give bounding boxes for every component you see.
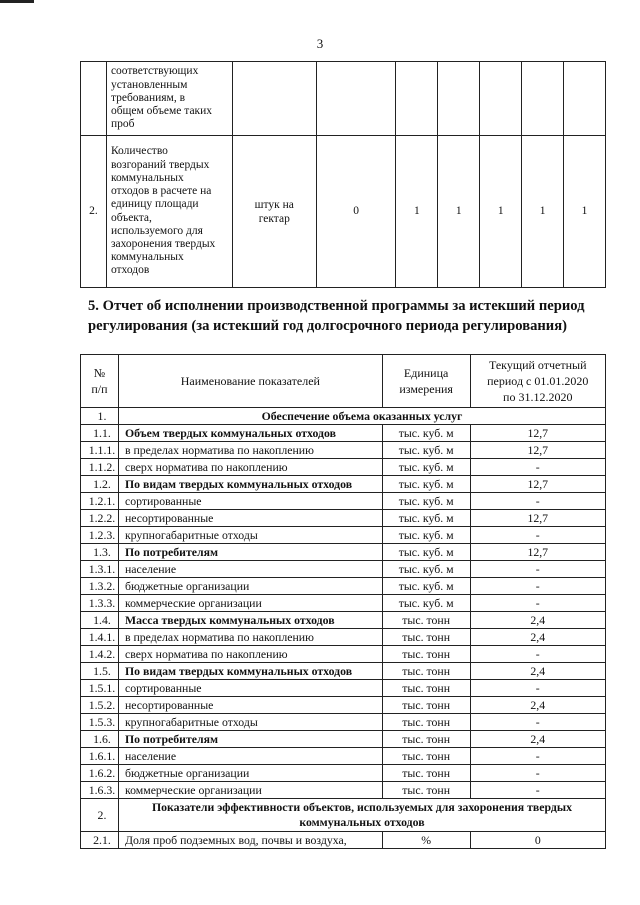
row-number: 1.4.2. (81, 646, 119, 663)
row-name: бюджетные организации (118, 578, 382, 595)
row-number: 1.3. (81, 544, 119, 561)
table-row (81, 527, 606, 544)
row-value: - (470, 765, 605, 782)
row-number: 1.2.2. (81, 510, 119, 527)
table-row (81, 561, 606, 578)
row-name: бюджетные организации (118, 765, 382, 782)
table-row (81, 731, 606, 748)
row-unit: тыс. куб. м (382, 459, 470, 476)
row-value: 0 (470, 832, 605, 849)
row-number: 1.6.2. (81, 765, 119, 782)
row-number: 1.5.1. (81, 680, 119, 697)
row-unit: тыс. тонн (382, 612, 470, 629)
row-value: - (470, 595, 605, 612)
row-number: 1.2.1. (81, 493, 119, 510)
row-unit: тыс. тонн (382, 663, 470, 680)
section-number: 1. (81, 408, 119, 425)
row-name: население (118, 748, 382, 765)
section-title: Обеспечение объема оказанных услуг (118, 408, 605, 425)
row-number: 1.5. (81, 663, 119, 680)
row-name: По видам твердых коммунальных отходов (118, 476, 382, 493)
table-row (81, 714, 606, 731)
row-number: 2.1. (81, 832, 119, 849)
table-row (81, 697, 606, 714)
row-value: 2,4 (470, 697, 605, 714)
value-cell (396, 62, 438, 136)
table-row (81, 476, 606, 493)
table-row (81, 425, 606, 442)
row-name: население (118, 561, 382, 578)
table-row (81, 765, 606, 782)
row-number: 1.3.2. (81, 578, 119, 595)
row-name: в пределах норматива по накоплению (118, 629, 382, 646)
value-cell: 1 (480, 136, 522, 288)
table-row (81, 663, 606, 680)
row-number: 1.6.1. (81, 748, 119, 765)
row-name: в пределах норматива по накоплению (118, 442, 382, 459)
table-row (81, 578, 606, 595)
row-unit: тыс. куб. м (382, 561, 470, 578)
row-number: 1.4. (81, 612, 119, 629)
table-row (81, 646, 606, 663)
table-row (81, 595, 606, 612)
row-unit: тыс. тонн (382, 680, 470, 697)
row-value: 12,7 (470, 510, 605, 527)
unit-cell: штук на гектар (232, 136, 316, 288)
row-name: сортированные (118, 493, 382, 510)
row-unit: тыс. куб. м (382, 493, 470, 510)
row-unit: тыс. куб. м (382, 442, 470, 459)
row-unit: тыс. тонн (382, 765, 470, 782)
row-value: 2,4 (470, 629, 605, 646)
page-number: 3 (316, 36, 324, 51)
row-number: 1.5.3. (81, 714, 119, 731)
value-cell (522, 62, 564, 136)
row-value: - (470, 782, 605, 799)
unit-cell (232, 62, 316, 136)
row-value: 12,7 (470, 544, 605, 561)
row-number: 1.1. (81, 425, 119, 442)
section-heading-line: регулирования (за истекший год долгосрочного периода регулирования) (88, 318, 567, 334)
header-name: Наименование показателей (118, 355, 382, 408)
table-row (81, 510, 606, 527)
section-heading-line: 5. Отчет об исполнении производственной программы за истекший период (88, 298, 585, 314)
value-cell: 0 (316, 136, 396, 288)
row-unit: тыс. тонн (382, 629, 470, 646)
row-value: 2,4 (470, 663, 605, 680)
row-value: - (470, 527, 605, 544)
number-cell (81, 62, 107, 136)
name-cell: соответствующих установленным требованиям, в общем объеме таких проб (106, 62, 232, 136)
row-value: 12,7 (470, 476, 605, 493)
section-title: Показатели эффективности объектов, используемых для захоронения твердых коммунальных отходов (118, 799, 605, 832)
table-row (81, 62, 606, 136)
row-unit: % (382, 832, 470, 849)
header-number: № п/п (81, 355, 119, 408)
row-name: сверх норматива по накоплению (118, 459, 382, 476)
section-row (81, 799, 606, 832)
row-name: несортированные (118, 510, 382, 527)
value-cell (438, 62, 480, 136)
table-row (81, 832, 606, 849)
row-unit: тыс. куб. м (382, 578, 470, 595)
table-row (81, 544, 606, 561)
row-unit: тыс. куб. м (382, 544, 470, 561)
row-unit: тыс. куб. м (382, 425, 470, 442)
row-value: - (470, 714, 605, 731)
table-row (81, 748, 606, 765)
header-period: Текущий отчетный период с 01.01.2020 по 31.12.2020 (470, 355, 605, 408)
row-number: 1.5.2. (81, 697, 119, 714)
row-unit: тыс. куб. м (382, 510, 470, 527)
table-row (81, 629, 606, 646)
row-value: 12,7 (470, 442, 605, 459)
row-number: 1.3.3. (81, 595, 119, 612)
table-row (81, 459, 606, 476)
value-cell: 1 (564, 136, 606, 288)
row-unit: тыс. тонн (382, 646, 470, 663)
row-unit: тыс. тонн (382, 714, 470, 731)
section-heading (88, 296, 588, 336)
row-number: 1.2. (81, 476, 119, 493)
row-unit: тыс. куб. м (382, 527, 470, 544)
row-name: несортированные (118, 697, 382, 714)
row-number: 1.6. (81, 731, 119, 748)
value-cell: 1 (396, 136, 438, 288)
row-name: коммерческие организации (118, 782, 382, 799)
row-unit: тыс. тонн (382, 782, 470, 799)
row-number: 1.2.3. (81, 527, 119, 544)
table-row (81, 442, 606, 459)
table-row (81, 612, 606, 629)
row-number: 1.6.3. (81, 782, 119, 799)
row-number: 1.1.1. (81, 442, 119, 459)
table-row (81, 136, 606, 288)
row-name: сортированные (118, 680, 382, 697)
table-row (81, 680, 606, 697)
row-name: сверх норматива по накоплению (118, 646, 382, 663)
row-value: - (470, 646, 605, 663)
value-cell (480, 62, 522, 136)
row-name: Масса твердых коммунальных отходов (118, 612, 382, 629)
name-cell: Количество возгораний твердых коммунальных отходов в расчете на единицу площади объекта, используемого для захоронения твердых коммунальных отходов (106, 136, 232, 288)
row-name: Доля проб подземных вод, почвы и воздуха, (118, 832, 382, 849)
row-name: крупногабаритные отходы (118, 527, 382, 544)
report-table (80, 354, 606, 849)
continuation-table (80, 61, 606, 288)
row-unit: тыс. тонн (382, 748, 470, 765)
row-value: - (470, 748, 605, 765)
row-value: 12,7 (470, 425, 605, 442)
section-number: 2. (81, 799, 119, 832)
corner-mark (0, 0, 34, 3)
table-row (81, 782, 606, 799)
row-value: - (470, 493, 605, 510)
row-number: 1.1.2. (81, 459, 119, 476)
value-cell (316, 62, 396, 136)
row-value: - (470, 578, 605, 595)
row-name: По видам твердых коммунальных отходов (118, 663, 382, 680)
row-value: - (470, 561, 605, 578)
value-cell: 1 (438, 136, 480, 288)
number-cell: 2. (81, 136, 107, 288)
row-name: Объем твердых коммунальных отходов (118, 425, 382, 442)
row-number: 1.3.1. (81, 561, 119, 578)
row-number: 1.4.1. (81, 629, 119, 646)
header-unit: Единица измерения (382, 355, 470, 408)
table-row (81, 493, 606, 510)
row-name: По потребителям (118, 544, 382, 561)
row-unit: тыс. тонн (382, 697, 470, 714)
row-name: коммерческие организации (118, 595, 382, 612)
row-value: - (470, 459, 605, 476)
row-value: 2,4 (470, 612, 605, 629)
row-unit: тыс. куб. м (382, 595, 470, 612)
section-row (81, 408, 606, 425)
row-unit: тыс. куб. м (382, 476, 470, 493)
row-unit: тыс. тонн (382, 731, 470, 748)
row-value: - (470, 680, 605, 697)
table-header-row (81, 355, 606, 408)
value-cell (564, 62, 606, 136)
row-name: крупногабаритные отходы (118, 714, 382, 731)
value-cell: 1 (522, 136, 564, 288)
row-value: 2,4 (470, 731, 605, 748)
row-name: По потребителям (118, 731, 382, 748)
